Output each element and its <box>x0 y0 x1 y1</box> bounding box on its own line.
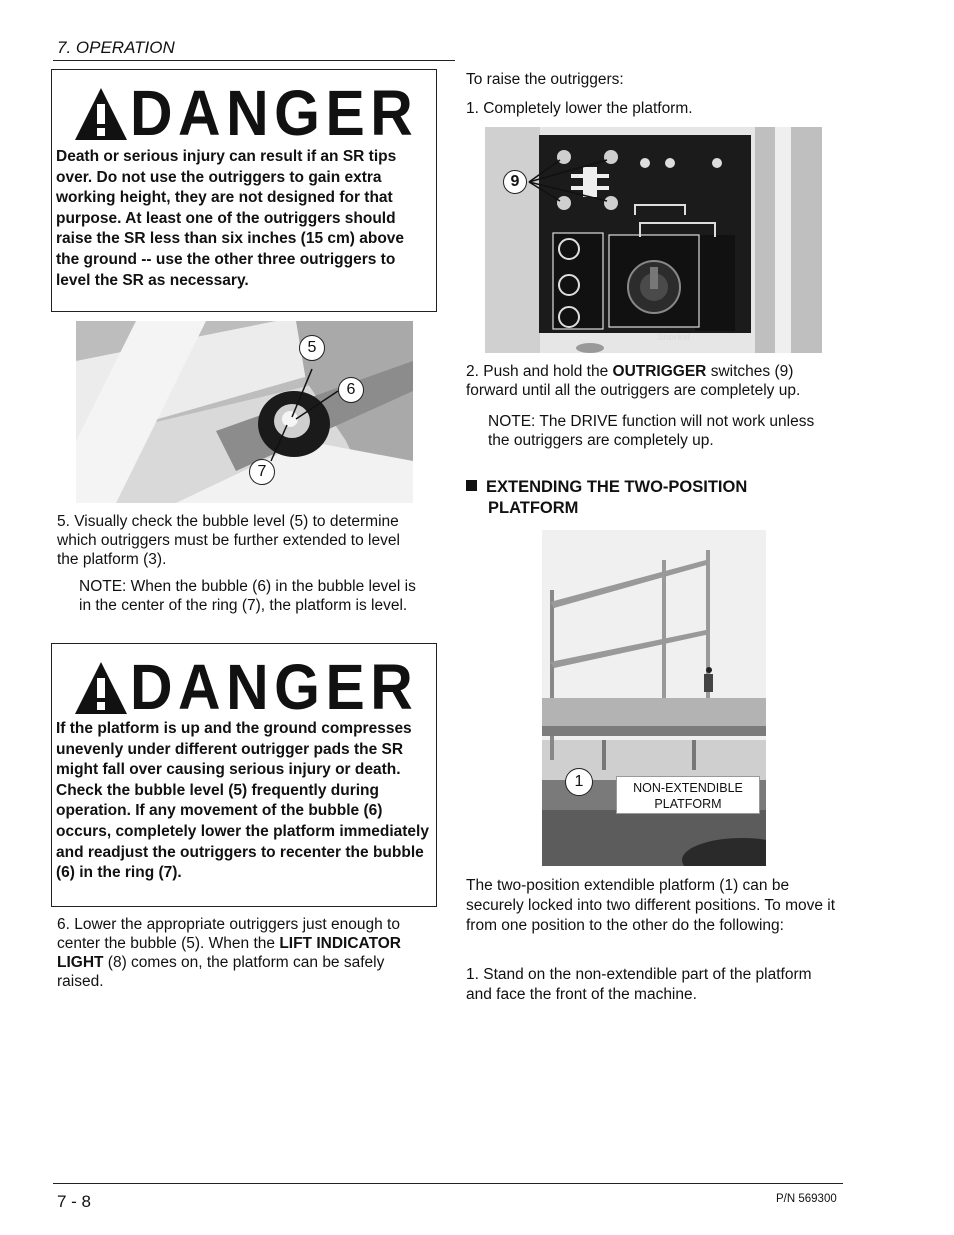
footer-rule <box>53 1183 843 1184</box>
step-6-bold: LIFT INDICATOR LIGHT <box>57 935 402 971</box>
callout-1: 1 <box>565 768 593 796</box>
warning-triangle-icon <box>74 86 128 142</box>
raise-step-2 <box>466 362 846 400</box>
section-header: 7. OPERATION <box>57 38 175 57</box>
warning-triangle-icon <box>74 660 128 716</box>
danger-text: If the platform is up and the ground compresses unevenly under different outrigger pads the SR might fall over causing serious injury or death. Check the bubble level (5) frequently during operation. If any movement of the bubble (6) occurs, completely lower the platform immediately and readjust the outriggers to recenter the bubble (6) in the ring (7). <box>56 720 429 882</box>
platform-label <box>616 776 760 814</box>
step-2-bold: OUTRIGGER <box>612 363 707 380</box>
step-6-pre: 6. Lower the appropriate outriggers just enough to center the bubble (5). When the <box>57 916 400 952</box>
bubble-level-photo <box>76 321 413 503</box>
danger-box-1 <box>51 69 437 312</box>
platform-label-line-1: NON-EXTENDIBLE <box>633 781 743 795</box>
step-5-text: 5. Visually check the bubble level (5) to determine which outriggers must be further extended to level the platform (3). <box>57 513 400 568</box>
platform-paragraph: The two-position extendible platform (1) can be securely locked into two different positions. To move it from one position to the other do the following: <box>466 877 836 934</box>
danger-text: Death or serious injury can result if an SR tips over. Do not use the outriggers to gain extra working height, they are not designed for that purpose. At least one of the outriggers should raise the SR less than six inches (15 cm) above the ground -- use the other three outriggers to level the SR as necessary. <box>56 148 405 289</box>
callout-6: 6 <box>338 377 364 403</box>
step-6-text <box>57 915 427 991</box>
heading-line-2: PLATFORM <box>488 499 579 517</box>
callout-9: 9 <box>503 170 527 194</box>
part-number: P/N 569300 <box>776 1193 837 1205</box>
danger-word: DANGER <box>130 651 419 723</box>
raise-step-1: 1. Completely lower the platform. <box>466 100 693 117</box>
callout-5: 5 <box>299 335 325 361</box>
step-6-post: (8) comes on, the platform can be safely raised. <box>57 954 385 990</box>
page-number: 7 - 8 <box>57 1192 92 1211</box>
danger-word: DANGER <box>130 77 419 149</box>
callout-7: 7 <box>249 459 275 485</box>
platform-label-line-2: PLATFORM <box>654 797 722 811</box>
platform-photo <box>542 530 766 866</box>
stand-step-1: 1. Stand on the non-extendible part of the platform and face the front of the machine. <box>466 966 812 1003</box>
panel-brand-label: Snorkel <box>657 332 691 342</box>
header-rule <box>53 60 455 61</box>
step-5-note: NOTE: When the bubble (6) in the bubble level is in the center of the ring (7), the platform is level. <box>79 578 416 614</box>
bullet-square-icon <box>466 480 477 491</box>
danger-box-2 <box>51 643 437 907</box>
section-heading <box>466 477 747 519</box>
heading-line-1: EXTENDING THE TWO-POSITION <box>486 478 748 496</box>
control-panel-photo <box>485 127 822 353</box>
step-2-post: switches (9) forward until all the outriggers are completely up. <box>466 363 801 399</box>
step-2-pre: 2. Push and hold the <box>466 363 613 380</box>
raise-intro: To raise the outriggers: <box>466 71 624 88</box>
drive-note: NOTE: The DRIVE function will not work unless the outriggers are completely up. <box>488 413 815 449</box>
